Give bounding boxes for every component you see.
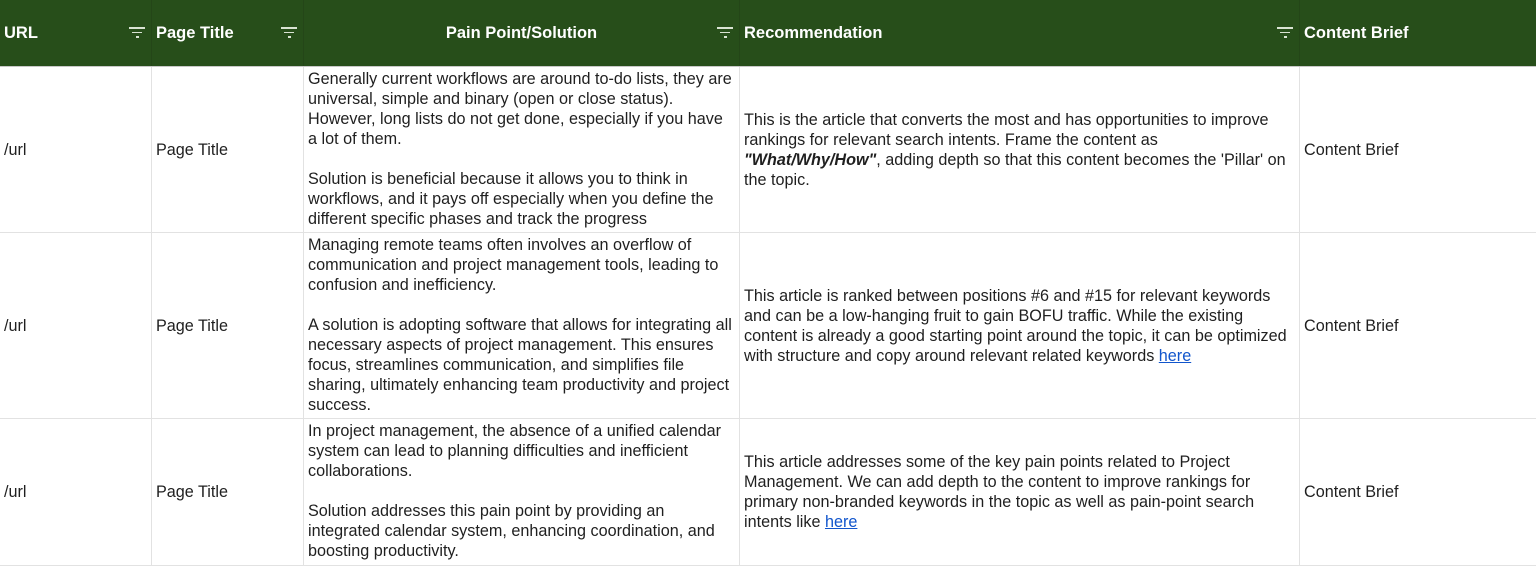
page-title-cell[interactable] xyxy=(152,67,304,232)
page-title-text: Page Title xyxy=(156,483,228,501)
column-header-recommendation[interactable] xyxy=(740,0,1300,66)
column-header-label: URL xyxy=(4,23,38,42)
solution-text: Solution is beneficial because it allows you to think in workflows, and it pays off especially when you define the different specific phases and track the progress xyxy=(308,170,714,228)
table-row xyxy=(0,67,1536,233)
table-row xyxy=(0,233,1536,419)
column-header-page-title[interactable] xyxy=(152,0,304,66)
filter-icon[interactable] xyxy=(129,27,145,39)
pain-point-solution-cell[interactable] xyxy=(304,419,740,565)
pain-point-text: Managing remote teams often involves an overflow of communication and project management tools, leading to confusion and inefficiency. xyxy=(308,236,719,294)
content-brief-text: Content Brief xyxy=(1304,316,1399,335)
solution-text: Solution addresses this pain point by providing an integrated calendar system, enhancing coordination, and boosting productivity. xyxy=(308,502,715,560)
recommendation-cell[interactable] xyxy=(740,67,1300,232)
content-brief-text: Content Brief xyxy=(1304,483,1399,501)
content-brief-text: Content Brief xyxy=(1304,140,1399,159)
recommendation-cell[interactable] xyxy=(740,233,1300,418)
here-link[interactable]: here xyxy=(1158,346,1192,365)
url-text: /url xyxy=(4,483,27,501)
recommendation-text: This is the article that converts the most and has opportunities to improve rankings for relevant search intents. Frame the content as xyxy=(744,110,1269,149)
column-header-url[interactable] xyxy=(0,0,152,66)
url-text: /url xyxy=(4,316,27,335)
recommendation-text-end: , adding depth so that this content becomes the 'Pillar' on the topic. xyxy=(744,150,1286,189)
header-row xyxy=(0,0,1536,67)
column-header-label: Page Title xyxy=(156,23,234,42)
recommendation-text: This article is ranked between positions #6 and #15 for relevant keywords and can be a low-hanging fruit to gain BOFU traffic. While the existing content is already a good starting point around the topic, it can be optimized with structure and copy around relevant related keywords xyxy=(744,286,1287,365)
pain-point-text: In project management, the absence of a unified calendar system can lead to planning difficulties and inefficient collaborations. xyxy=(308,422,722,480)
page-title-cell[interactable] xyxy=(152,233,304,418)
recommendation-emphasis: "What/Why/How" xyxy=(744,150,877,169)
pain-point-text: Generally current workflows are around to-do lists, they are universal, simple and binary (open or close status). However, long lists do not get done, especially if you have a lot of them. xyxy=(308,70,732,148)
content-brief-cell[interactable] xyxy=(1300,67,1536,232)
column-header-label: Recommendation xyxy=(744,23,883,42)
column-header-content-brief[interactable] xyxy=(1300,0,1536,66)
column-header-pain-point-solution[interactable] xyxy=(304,0,740,66)
recommendation-cell[interactable] xyxy=(740,419,1300,565)
here-link[interactable]: here xyxy=(824,513,858,531)
column-header-label: Pain Point/Solution xyxy=(445,23,598,42)
page-title-text: Page Title xyxy=(156,140,228,159)
pain-point-solution-cell[interactable] xyxy=(304,233,740,418)
content-brief-cell[interactable] xyxy=(1300,419,1536,565)
page-title-cell[interactable] xyxy=(152,419,304,565)
url-cell[interactable] xyxy=(0,233,152,418)
solution-text: A solution is adopting software that allows for integrating all necessary aspects of project management. This ensures focus, streamlines communication, and simplifies file sharing, ultimately enhancing team productivity and project success. xyxy=(308,316,732,414)
pain-point-solution-cell[interactable] xyxy=(304,67,740,232)
table-row xyxy=(0,419,1536,566)
recommendation-text: This article addresses some of the key pain points related to Project Management. We can add depth to the content to improve rankings for primary non-branded keywords in the topic as well as pain-point search intents like xyxy=(744,453,1255,531)
filter-icon[interactable] xyxy=(281,27,297,39)
page-title-text: Page Title xyxy=(156,316,228,335)
filter-icon[interactable] xyxy=(717,27,733,39)
url-text: /url xyxy=(4,140,27,159)
column-header-label: Content Brief xyxy=(1304,23,1409,42)
url-cell[interactable] xyxy=(0,419,152,565)
content-brief-cell[interactable] xyxy=(1300,233,1536,418)
filter-icon[interactable] xyxy=(1277,27,1293,39)
url-cell[interactable] xyxy=(0,67,152,232)
